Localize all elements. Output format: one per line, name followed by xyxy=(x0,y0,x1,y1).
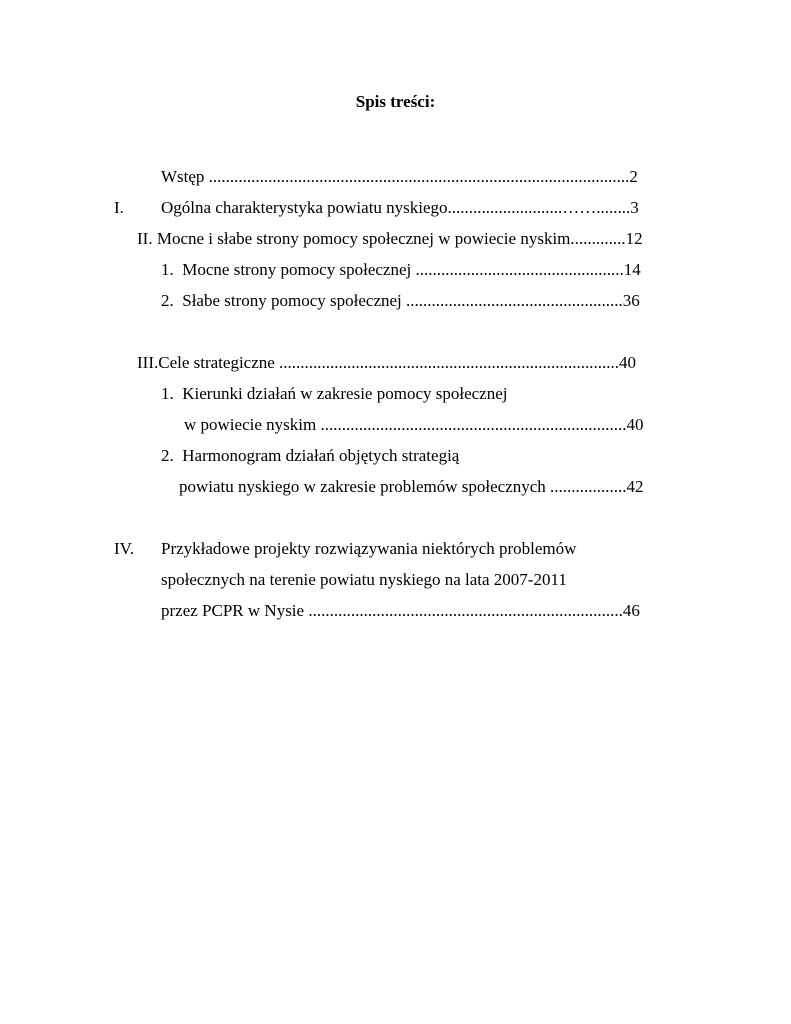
toc-entry-4-line-2: społecznych na terenie powiatu nyskiego na lata 2007-2011 xyxy=(161,570,567,589)
toc-entry-4-line-3: przez PCPR w Nysie ..........................................................................46 xyxy=(161,601,640,620)
page-title: Spis treści: xyxy=(355,92,436,111)
toc-entry-4-number: IV. xyxy=(114,539,134,558)
toc-entry-3-1-line-1: 1. Kierunki działań w zakresie pomocy społecznej xyxy=(161,384,508,403)
toc-entry-1: Ogólna charakterystyka powiatu nyskiego...........................……........3 xyxy=(161,198,639,217)
toc-entry-3-2-line-2: powiatu nyskiego w zakresie problemów społecznych ..................42 xyxy=(179,477,644,496)
toc-entry-wstep: Wstęp ...................................................................................................2 xyxy=(161,167,638,186)
toc-entry-3: III.Cele strategiczne ................................................................................40 xyxy=(137,353,637,372)
toc-entry-3-2-line-1: 2. Harmonogram działań objętych strategią xyxy=(161,446,460,465)
toc-entry-2-2: 2. Słabe strony pomocy społecznej ...................................................36 xyxy=(161,291,640,310)
toc-entry-4-line-1: Przykładowe projekty rozwiązywania niektórych problemów xyxy=(161,539,577,558)
toc-entry-2-1: 1. Mocne strony pomocy społecznej .................................................14 xyxy=(161,260,641,279)
toc-entry-2: II. Mocne i słabe strony pomocy społecznej w powiecie nyskim.............12 xyxy=(137,229,643,248)
toc-entry-3-1-line-2: w powiecie nyskim ........................................................................40 xyxy=(184,415,644,434)
toc-entry-1-number: I. xyxy=(114,198,124,217)
